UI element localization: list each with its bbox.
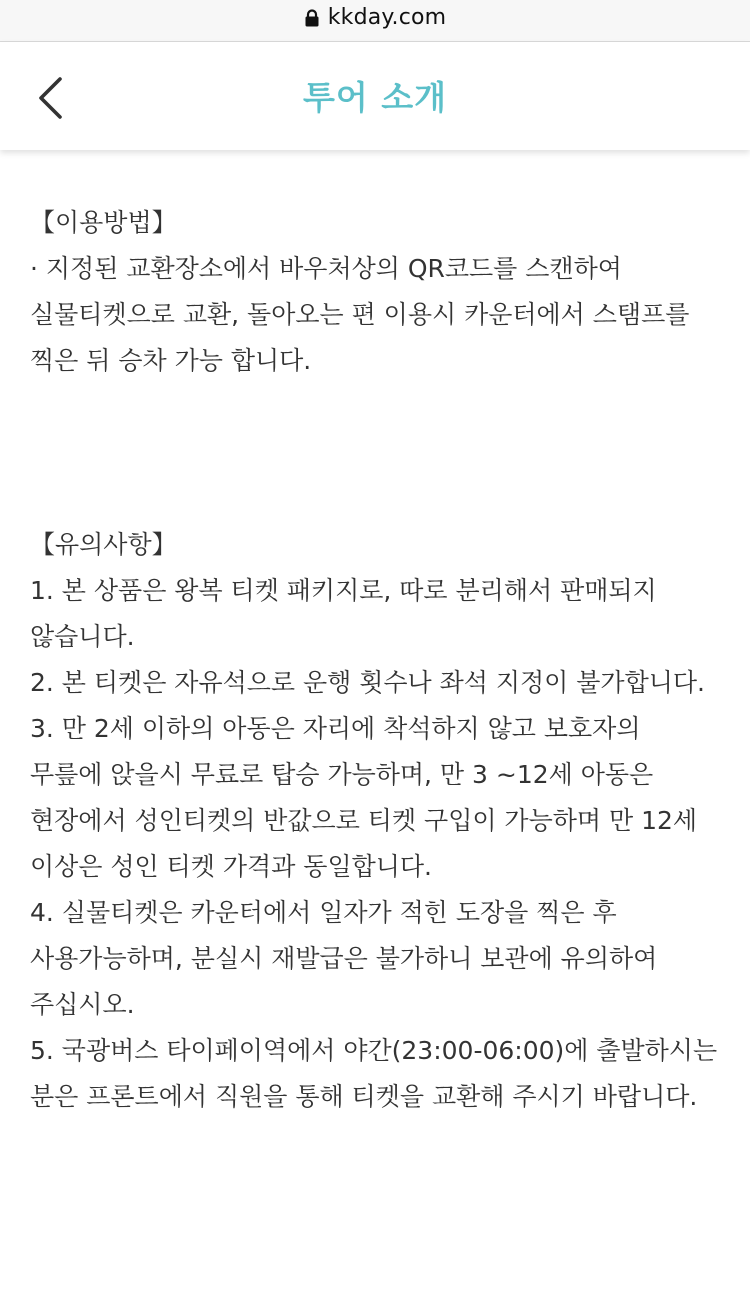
url-display[interactable] [304,5,447,30]
usage-heading: 【이용방법】 [30,208,177,237]
usage-section [30,200,720,384]
note-item: 3. 만 2세 이하의 아동은 자리에 착석하지 않고 보호자의 무릎에 앉을시 무료로 탑승 가능하며, 만 3 ~12세 아동은 현장에서 성인티켓의 반값으로 티켓 구입이 가능하며 만 12세 이상은 성인 티켓 가격과 동일합니다. [30,714,698,881]
usage-text: · 지정된 교환장소에서 바우처상의 QR코드를 스캔하여 실물티켓으로 교환, 돌아오는 편 이용시 카운터에서 스탬프를 찍은 뒤 승차 가능 합니다. [30,254,690,375]
page-title: 투어 소개 [302,78,447,117]
url-text: kkday.com [327,5,447,30]
lock-icon [304,9,320,27]
note-item: 5. 국광버스 타이페이역에서 야간(23:00-06:00)에 출발하시는 분은 프론트에서 직원을 통해 티켓을 교환해 주시기 바랍니다. [30,1036,718,1111]
note-item: 4. 실물티켓은 카운터에서 일자가 적힌 도장을 찍은 후 사용가능하며, 분실시 재발급은 불가하니 보관에 유의하여 주십시오. [30,898,658,1019]
tour-description [30,200,720,1120]
notes-heading: 【유의사항】 [30,530,177,559]
browser-url-bar[interactable] [0,0,750,42]
note-item: 1. 본 상품은 왕복 티켓 패키지로, 따로 분리해서 판매되지 않습니다. [30,576,657,651]
page-header [0,42,750,150]
note-item: 2. 본 티켓은 자유석으로 운행 횟수나 좌석 지정이 불가합니다. [30,668,705,697]
section-spacer [30,384,720,522]
notes-section [30,522,720,1120]
